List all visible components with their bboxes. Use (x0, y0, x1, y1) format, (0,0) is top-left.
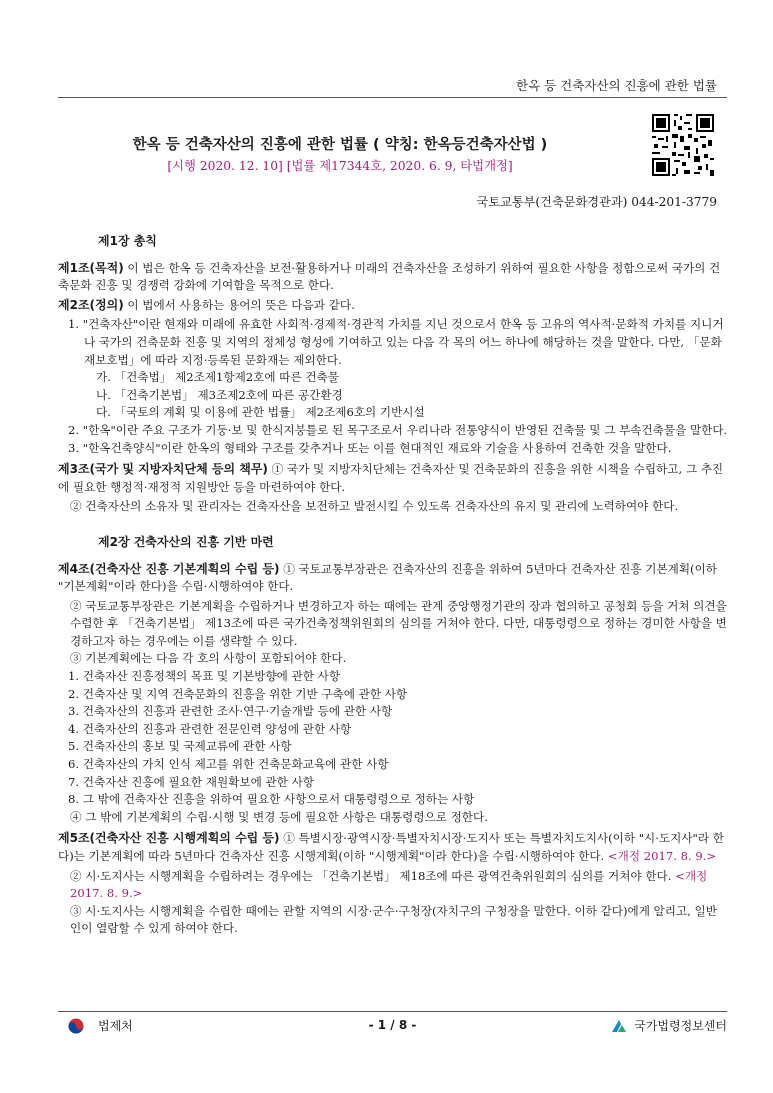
list-item: 2. "한옥"이란 주요 구조가 기둥·보 및 한식지붕틀로 된 목구조로서 우리나라 전통양식이 반영된 건축물 및 그 부속건축물을 말한다. (68, 422, 728, 437)
article-title: 제2조(정의) (58, 297, 124, 312)
footer-divider (58, 1011, 727, 1012)
page-footer (58, 1017, 727, 1037)
paragraph-text: ② 시·도지사는 시행계획을 수립하려는 경우에는 「건축기본법」 제18조에 따른 광역건축위원회의 심의를 거쳐야 한다. (70, 868, 676, 883)
law-subtitle: [시행 2020. 12. 10] [법률 제17344호, 2020. 6. 9, 타법개정] (167, 159, 513, 173)
sub-item: 가. 「건축법」 제2조제1항제2호에 따른 건축물 (96, 370, 339, 385)
list-item: 1. 건축자산 진흥정책의 목표 및 기본방향에 관한 사항 (68, 669, 341, 684)
article-4 (58, 561, 728, 596)
article-text: ① 특별시장·광역시장·특별자치시장·도지사 또는 특별자치도지사(이하 "시·도지사"라 한다)는 기본계획에 따라 5년마다 건축자산 진흥 시행계획(이하 "시행계획"이라 한다)을 수립·시행하여야 한다. (58, 831, 724, 863)
law-body (58, 233, 728, 938)
amendment-note: <개정 2017. 8. 9.> (70, 868, 708, 901)
list-item: 7. 건축자산 진흥에 필요한 재원확보에 관한 사항 (68, 774, 314, 789)
list-item: 5. 건축자산의 홍보 및 국제교류에 관한 사항 (68, 739, 292, 754)
list-item: 8. 그 밖에 건축자산 진흥을 위하여 필요한 사항으로서 대통령령으로 정하는 사항 (68, 792, 475, 807)
footer-publisher: 법제처 (98, 1019, 133, 1033)
footer-center-name: 국가법령정보센터 (634, 1019, 727, 1033)
article-2 (58, 297, 728, 315)
law-title: 한옥 등 건축자산의 진흥에 관한 법률 ( 약칭: 한옥등건축자산법 ) (132, 137, 548, 153)
law-center-logo-icon (610, 1018, 628, 1034)
list-item: 3. "한옥건축양식"이란 한옥의 형태와 구조를 갖추거나 또는 이를 현대적인 재료와 기술을 사용하여 건축한 것을 말한다. (68, 440, 672, 455)
list-item: 6. 건축자산의 가치 인식 제고를 위한 건축문화교육에 관한 사항 (68, 757, 389, 772)
list-item: 2. 건축자산 및 지역 건축문화의 진흥을 위한 기반 구축에 관한 사항 (68, 686, 408, 701)
article-title: 제3조(국가 및 지방자치단체 등의 책무) (58, 462, 268, 477)
header-divider (58, 97, 727, 98)
amendment-note: <개정 2017. 8. 9.> (607, 849, 717, 863)
article-1 (58, 260, 728, 295)
paragraph: ② 건축자산의 소유자 및 관리자는 건축자산을 보전하고 발전시킬 수 있도록 건축자산의 유지 및 관리에 노력하여야 한다. (70, 499, 679, 514)
qr-code-icon[interactable] (650, 112, 716, 178)
chapter-heading: 제2장 건축자산의 진흥 기반 마련 (98, 534, 274, 549)
paragraph: ③ 시·도지사는 시행계획을 수립한 때에는 관할 지역의 시장·군수·구청장(자치구의 구청장을 말한다. 이하 같다)에게 알리고, 일반인이 열람할 수 있게 하여야 한다. (70, 903, 717, 936)
article-text: 이 법에서 사용하는 용어의 뜻은 다음과 같다. (123, 297, 355, 312)
paragraph: ③ 기본계획에는 다음 각 호의 사항이 포함되어야 한다. (70, 651, 347, 666)
article-5 (58, 830, 728, 865)
list-item: 1. "건축자산"이란 현재와 미래에 유효한 사회적·경제적·경관적 가치를 지닌 것으로서 한옥 등 고유의 역사적·문화적 가치를 지니거나 국가의 건축문화 진흥 및 지역의 정체성 형성에 기여하고 있는 다음 각 목의 어느 하나에 해당하는 것을 말한다. 다만, 「문화재보호법」에 따라 지정·등록된 문화재는 제외한다. (68, 317, 724, 367)
article-3 (58, 461, 728, 496)
sub-item: 나. 「건축기본법」 제3조제2호에 따른 공간환경 (96, 387, 343, 402)
paragraph: ④ 그 밖에 기본계획의 수립·시행 및 변경 등에 필요한 사항은 대통령령으로 정한다. (70, 809, 488, 824)
article-text: ① 국가 및 지방자치단체는 건축자산 및 건축문화의 진흥을 위한 시책을 수립하고, 그 추진에 필요한 행정적·재정적 지원방안 등을 마련하여야 한다. (58, 462, 724, 494)
article-text: ① 국토교통부장관은 건축자산의 진흥을 위하여 5년마다 건축자산 진흥 기본계획(이하 "기본계획"이라 한다)을 수립·시행하여야 한다. (58, 561, 717, 594)
article-title: 제1조(목적) (58, 260, 124, 275)
list-item: 4. 건축자산의 진흥과 관련한 전문인력 양성에 관한 사항 (68, 721, 352, 736)
paragraph (58, 868, 728, 903)
sub-item: 다. 「국토의 계획 및 이용에 관한 법률」 제2조제6호의 기반시설 (96, 405, 425, 420)
article-title: 제4조(건축자산 진흥 기본계획의 수립 등) (58, 561, 280, 576)
article-title: 제5조(건축자산 진흥 시행계획의 수립 등) (58, 831, 280, 846)
list-item: 3. 건축자산의 진흥과 관련한 조사·연구·기술개발 등에 관한 사항 (68, 704, 393, 719)
article-text: 이 법은 한옥 등 건축자산을 보전·활용하거나 미래의 건축자산을 조성하기 위하여 필요한 사항을 정함으로써 국가의 건축문화 진흥 및 경쟁력 강화에 기여함을 목적으로 한다. (58, 260, 721, 293)
paragraph: ② 국토교통부장관은 기본계획을 수립하거나 변경하고자 하는 때에는 관계 중앙행정기관의 장과 협의하고 공청회 등을 거쳐 의견을 수렴한 후 「건축기본법」 제13조에 따른 국가건축정책위원회의 심의를 거쳐야 한다. 다만, 대통령령으로 정하는 경미한 사항을 변경하고자 하는 경우에는 이를 생략할 수 있다. (70, 598, 727, 648)
page-number: - 1 / 8 - (368, 1018, 417, 1032)
chapter-heading: 제1장 총칙 (98, 234, 157, 248)
footer-right[interactable] (610, 1017, 727, 1034)
ministry-contact: 국토교통부(건축문화경관과) 044-201-3779 (476, 195, 717, 209)
running-title: 한옥 등 건축자산의 진흥에 관한 법률 (516, 78, 717, 93)
